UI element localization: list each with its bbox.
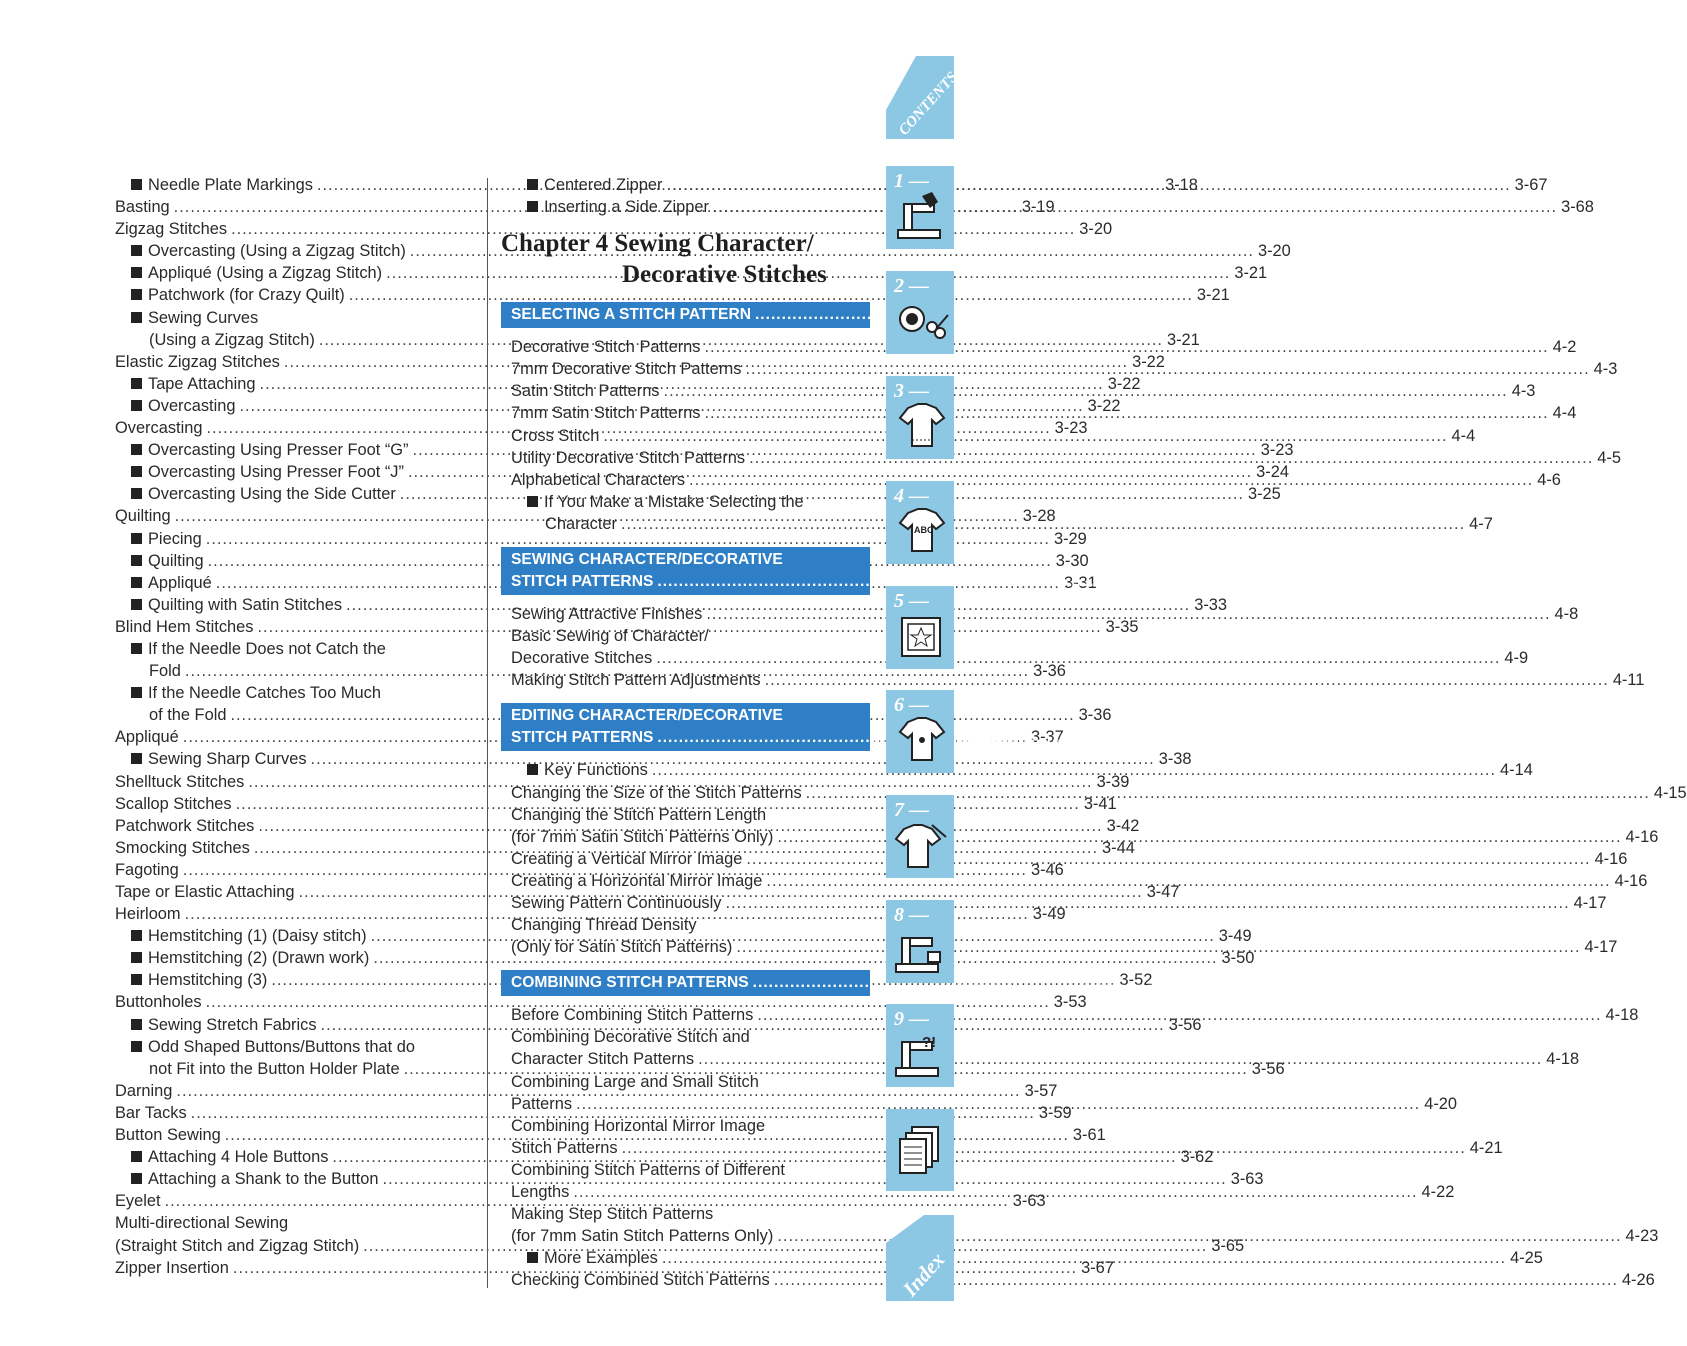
sidebar-chapter-tab[interactable] bbox=[886, 166, 954, 249]
chapter-title-line1: Chapter 4 Sewing Character/ bbox=[501, 230, 814, 258]
toc-entry-title: Elastic Zigzag Stitches bbox=[115, 352, 280, 371]
chapter-tab-number: 5 — bbox=[894, 590, 929, 612]
dot-leader bbox=[765, 669, 1609, 691]
dot-leader bbox=[755, 304, 1262, 326]
toc-entry-title: Overcasting Using Presser Foot “J” bbox=[148, 463, 404, 482]
section-heading-title: STITCH PATTERNS bbox=[511, 729, 654, 747]
toc-entry-title: Fold bbox=[149, 662, 181, 681]
bullet-square-icon bbox=[527, 764, 538, 775]
toc-entry-title: Patchwork Stitches bbox=[115, 816, 255, 835]
toc-entry-title: Sewing Curves bbox=[148, 308, 259, 327]
dot-leader bbox=[713, 196, 1557, 218]
sidebar-index-tab[interactable] bbox=[886, 1215, 954, 1301]
section-page-number: 4-13 bbox=[1167, 729, 1200, 747]
toc-page-number: 3-23 bbox=[1054, 419, 1088, 438]
index-label: Index bbox=[898, 1247, 950, 1302]
column-divider bbox=[487, 178, 488, 1288]
toc-page-number: 3-33 bbox=[1194, 595, 1228, 614]
toc-page-number: 3-65 bbox=[1211, 1236, 1245, 1255]
toc-page-number: 4-21 bbox=[1469, 1138, 1503, 1157]
bullet-square-icon bbox=[131, 1019, 142, 1030]
toc-page-number: 4-25 bbox=[1510, 1249, 1543, 1268]
toc-entry[interactable] bbox=[115, 284, 1230, 306]
chapter-title bbox=[501, 228, 870, 290]
sidebar-chapter-tab[interactable] bbox=[886, 1109, 954, 1191]
dot-leader bbox=[689, 469, 1533, 491]
sidebar-chapter-tab[interactable] bbox=[886, 376, 954, 459]
toc-entry[interactable] bbox=[115, 682, 467, 704]
section-page-number: 4-8 bbox=[1167, 573, 1191, 591]
dot-leader bbox=[745, 358, 1589, 380]
dot-leader bbox=[746, 848, 1590, 870]
toc-entry-title: Appliqué bbox=[148, 573, 212, 592]
toc-entry-title: Combining Horizontal Mirror Image bbox=[511, 1116, 766, 1135]
toc-entry-title: Odd Shaped Buttons/Buttons that do bbox=[148, 1037, 415, 1056]
toc-page-number: 3-25 bbox=[1247, 485, 1281, 504]
toc-entry-title: Piecing bbox=[148, 529, 202, 548]
section-heading[interactable] bbox=[501, 302, 1289, 328]
toc-entry-title: (for 7mm Satin Stitch Patterns Only) bbox=[511, 827, 774, 846]
toc-page-number: 3-63 bbox=[1230, 1170, 1264, 1189]
documents-icon bbox=[892, 1123, 952, 1179]
toc-page-number: 3-41 bbox=[1083, 794, 1117, 813]
decorated-shirt-icon bbox=[892, 714, 952, 770]
toc-entry-title: (for 7mm Satin Stitch Patterns Only) bbox=[511, 1227, 774, 1246]
dot-leader bbox=[757, 1004, 1601, 1026]
chapter-tab-number: 6 — bbox=[894, 694, 929, 716]
sidebar-chapter-tab[interactable] bbox=[886, 481, 954, 564]
toc-entry-title: Decorative Stitch Patterns bbox=[511, 338, 701, 357]
toc-entry-title: of the Fold bbox=[149, 706, 227, 725]
toc-entry-title: Basting bbox=[115, 198, 170, 217]
toc-entry-title: Sewing Sharp Curves bbox=[148, 750, 307, 769]
toc-page-number: 3-29 bbox=[1053, 529, 1087, 548]
toc-entry-title: Tape or Elastic Attaching bbox=[115, 883, 295, 901]
toc-page-number: 3-19 bbox=[1021, 198, 1055, 217]
dot-leader bbox=[662, 1247, 1506, 1269]
tab-icon-text: ABC bbox=[914, 525, 934, 535]
section-heading-title: EDITING CHARACTER/DECORATIVE bbox=[511, 707, 783, 725]
bullet-square-icon bbox=[131, 289, 142, 300]
toc-entry-title: More Examples bbox=[544, 1249, 658, 1268]
toc-page-number: 3-18 bbox=[1165, 176, 1198, 194]
section-page-number: 4-18 bbox=[1263, 974, 1295, 992]
contents-label: CONTENTS bbox=[896, 69, 961, 139]
toc-entry-title: Eyelet bbox=[115, 1192, 161, 1211]
toc-page-number: 3-56 bbox=[1168, 1015, 1202, 1034]
toc-page-number: 3-57 bbox=[1024, 1081, 1058, 1100]
toc-entry-title: Before Combining Stitch Patterns bbox=[511, 1006, 754, 1025]
toc-entry-title: Multi-directional Sewing bbox=[115, 1214, 289, 1233]
dot-leader bbox=[622, 1137, 1466, 1159]
toc-entry-title: Fagoting bbox=[115, 860, 179, 879]
toc-page-number: 4-11 bbox=[1612, 671, 1645, 690]
toc-page-number: 3-23 bbox=[1260, 441, 1294, 460]
toc-entry-title: Combining Decorative Stitch and bbox=[511, 1028, 750, 1047]
toc-entry-title: Creating a Horizontal Mirror Image bbox=[511, 871, 763, 890]
dot-leader bbox=[603, 425, 1447, 447]
section-heading-title: SELECTING A STITCH PATTERN bbox=[511, 306, 751, 324]
toc-entry[interactable] bbox=[501, 1115, 870, 1137]
toc-page-number: 4-4 bbox=[1451, 426, 1476, 445]
toc-page-number: 3-35 bbox=[1105, 617, 1139, 636]
toc-page-number: 4-7 bbox=[1469, 514, 1493, 533]
toc-page-number: 4-3 bbox=[1511, 382, 1536, 401]
bullet-square-icon bbox=[131, 555, 142, 566]
toc-entry[interactable] bbox=[115, 218, 1113, 240]
machine-maintenance-icon bbox=[892, 924, 952, 980]
toc-page-number: 3-50 bbox=[1221, 949, 1255, 968]
section-heading-title: COMBINING STITCH PATTERNS bbox=[511, 974, 749, 992]
dot-leader bbox=[652, 759, 1496, 781]
section-heading-title: SEWING CHARACTER/DECORATIVE bbox=[511, 551, 783, 569]
bullet-square-icon bbox=[131, 179, 142, 190]
toc-entry-title: Overcasting bbox=[115, 419, 203, 438]
dot-leader bbox=[736, 936, 1580, 958]
bullet-square-icon bbox=[131, 245, 142, 256]
dot-leader bbox=[705, 336, 1549, 358]
toc-page-number: 3-36 bbox=[1078, 706, 1112, 725]
toc-page-number: 4-16 bbox=[1625, 827, 1659, 846]
toc-entry-title: Zipper Insertion bbox=[115, 1258, 229, 1277]
toc-entry-title: 7mm Decorative Stitch Patterns bbox=[511, 360, 742, 379]
toc-page-number: 3-21 bbox=[1234, 264, 1268, 283]
bullet-square-icon bbox=[131, 466, 142, 477]
toc-entry[interactable] bbox=[115, 903, 1066, 925]
toc-page-number: 3-67 bbox=[1514, 176, 1548, 194]
toc-page-number: 4-17 bbox=[1584, 938, 1618, 957]
thread-scissors-icon bbox=[892, 295, 952, 351]
toc-page-number: 3-21 bbox=[1166, 330, 1200, 349]
toc-page-number: 3-53 bbox=[1053, 993, 1087, 1012]
toc-page-number: 3-63 bbox=[1012, 1192, 1046, 1211]
bullet-square-icon bbox=[131, 312, 142, 323]
toc-entry-title: Overcasting (Using a Zigzag Stitch) bbox=[148, 242, 406, 261]
sidebar-contents-tab[interactable] bbox=[886, 56, 961, 139]
toc-page-number: 3-38 bbox=[1158, 750, 1192, 769]
toc-entry[interactable] bbox=[501, 625, 870, 647]
bullet-square-icon bbox=[131, 599, 142, 610]
bullet-square-icon bbox=[131, 267, 142, 278]
toc-entry-title: Overcasting Using Presser Foot “G” bbox=[148, 441, 409, 460]
dot-leader bbox=[664, 380, 1508, 402]
bullet-square-icon bbox=[131, 974, 142, 985]
toc-entry-title: Smocking Stitches bbox=[115, 838, 250, 857]
toc-entry-title: Blind Hem Stitches bbox=[115, 617, 254, 636]
toc-entry[interactable] bbox=[501, 1203, 870, 1225]
toc-entry-title: Appliqué bbox=[115, 728, 179, 747]
toc-entry-title: Button Sewing bbox=[115, 1126, 221, 1145]
toc-entry-title: Making Step Stitch Patterns bbox=[511, 1205, 714, 1224]
toc-entry[interactable] bbox=[115, 1036, 467, 1058]
dot-leader bbox=[656, 647, 1500, 669]
sidebar-chapter-tab[interactable] bbox=[886, 795, 954, 878]
bullet-square-icon bbox=[527, 496, 538, 507]
toc-page-number: 3-39 bbox=[1096, 772, 1130, 791]
toc-page-number: 3-36 bbox=[1033, 662, 1066, 681]
chapter-tab-number: 2 — bbox=[894, 275, 929, 297]
toc-entry-title: Sewing Stretch Fabrics bbox=[148, 1015, 317, 1034]
sidebar-chapter-tab[interactable] bbox=[886, 271, 954, 354]
toc-page-number: 3-42 bbox=[1106, 816, 1140, 835]
shirt-icon bbox=[892, 400, 952, 456]
bullet-square-icon bbox=[131, 687, 142, 698]
sewing-machine-icon bbox=[892, 190, 952, 246]
toc-page-number: 4-5 bbox=[1597, 448, 1621, 467]
toc-entry-title: Centered Zipper bbox=[544, 176, 663, 194]
toc-entry[interactable] bbox=[501, 1269, 1655, 1291]
chapter-tab-number: 8 — bbox=[894, 904, 929, 926]
toc-entry[interactable] bbox=[115, 638, 467, 660]
toc-page-number: 3-47 bbox=[1146, 883, 1180, 901]
embroidery-frame-icon bbox=[892, 610, 952, 666]
dot-leader bbox=[706, 603, 1550, 625]
chapter-tab-number: 3 — bbox=[894, 380, 929, 402]
toc-entry-title: Character bbox=[545, 514, 617, 533]
bullet-square-icon bbox=[131, 643, 142, 654]
bullet-square-icon bbox=[527, 201, 538, 212]
toc-page-number: 3-30 bbox=[1055, 551, 1089, 570]
dot-leader bbox=[698, 1048, 1542, 1070]
toc-entry-title: If You Make a Mistake Selecting the bbox=[544, 492, 804, 511]
toc-entry-title: Attaching 4 Hole Buttons bbox=[148, 1148, 329, 1167]
bullet-square-icon bbox=[131, 444, 142, 455]
section-page-number: 4-1 bbox=[1265, 306, 1289, 324]
dot-leader bbox=[749, 447, 1593, 469]
toc-entry-title: not Fit into the Button Holder Plate bbox=[149, 1059, 400, 1078]
toc-page-number: 3-62 bbox=[1180, 1148, 1214, 1167]
toc-page-number: 3-31 bbox=[1063, 573, 1097, 592]
bullet-square-icon bbox=[131, 378, 142, 389]
toc-entry-title: Quilting bbox=[115, 507, 171, 526]
toc-entry[interactable] bbox=[501, 491, 870, 513]
toc-entry-title: Patterns bbox=[511, 1094, 573, 1113]
toc-entry-title: Alphabetical Characters bbox=[511, 470, 686, 489]
toc-entry-title: Changing the Stitch Pattern Length bbox=[511, 805, 767, 824]
toc-entry-title: Heirloom bbox=[115, 905, 181, 924]
toc-entry-title: Cross Stitch bbox=[511, 426, 600, 445]
toc-entry[interactable] bbox=[501, 1071, 870, 1093]
toc-entry-title: Sewing Attractive Finishes bbox=[511, 605, 703, 624]
toc-entry-title: Quilting bbox=[148, 551, 204, 570]
toc-page-number: 4-16 bbox=[1614, 871, 1648, 890]
toc-entry-title: Zigzag Stitches bbox=[115, 220, 228, 239]
toc-page-number: 3-49 bbox=[1218, 927, 1252, 946]
toc-page-number: 4-14 bbox=[1500, 761, 1533, 780]
toc-page-number: 3-28 bbox=[1022, 507, 1056, 526]
bullet-square-icon bbox=[131, 1173, 142, 1184]
chapter-tab-number: 7 — bbox=[894, 799, 929, 821]
toc-page-number: 3-24 bbox=[1256, 463, 1289, 482]
toc-entry-title: Utility Decorative Stitch Patterns bbox=[511, 448, 746, 467]
toc-entry-title: Hemstitching (1) (Daisy stitch) bbox=[148, 927, 367, 946]
section-heading-title: STITCH PATTERNS bbox=[511, 573, 654, 591]
toc-entry-title: Darning bbox=[115, 1081, 173, 1100]
toc-entry[interactable] bbox=[501, 1159, 870, 1181]
toc-entry-title: Combining Large and Small Stitch bbox=[511, 1072, 759, 1091]
toc-page-number: 4-3 bbox=[1593, 360, 1618, 379]
toc-page-number: 4-18 bbox=[1605, 1006, 1639, 1025]
toc-page-number: 3-37 bbox=[1030, 728, 1064, 747]
toc-page-number: 3-56 bbox=[1251, 1059, 1285, 1078]
bullet-square-icon bbox=[131, 1151, 142, 1162]
toc-page-number: 4-17 bbox=[1573, 893, 1607, 912]
toc-page-number: 3-20 bbox=[1079, 220, 1113, 239]
toc-page-number: 3-67 bbox=[1081, 1258, 1114, 1277]
toc-entry-title: Hemstitching (3) bbox=[148, 971, 268, 990]
toc-page-number: 3-21 bbox=[1196, 286, 1230, 305]
chapter-tab-number: 9 — bbox=[894, 1008, 929, 1030]
toc-entry[interactable] bbox=[501, 647, 1529, 669]
chapter-tab-number: 1 — bbox=[894, 170, 929, 192]
bullet-square-icon bbox=[131, 952, 142, 963]
toc-page-number: 3-44 bbox=[1102, 838, 1135, 857]
toc-entry-title: Bar Tacks bbox=[115, 1103, 187, 1122]
toc-entry[interactable] bbox=[501, 804, 870, 826]
toc-entry-title: Creating a Vertical Mirror Image bbox=[511, 849, 743, 868]
toc-page-number: 4-2 bbox=[1552, 338, 1577, 357]
toc-entry-title: Hemstitching (2) (Drawn work) bbox=[148, 949, 370, 968]
toc-page-number: 3-20 bbox=[1257, 242, 1291, 261]
toc-entry[interactable] bbox=[501, 1026, 870, 1048]
dot-leader bbox=[753, 972, 1260, 994]
sidebar-chapter-tab[interactable] bbox=[886, 900, 954, 983]
toc-page-number: 3-22 bbox=[1087, 396, 1121, 415]
toc-page-number: 3-22 bbox=[1107, 374, 1141, 393]
tab-icon-text: ?! bbox=[922, 1034, 937, 1051]
toc-entry-title: Basic Sewing of Character/ bbox=[511, 627, 709, 646]
toc-entry-title: Lengths bbox=[511, 1183, 570, 1201]
toc-page-number: 4-23 bbox=[1625, 1227, 1659, 1246]
dot-leader bbox=[576, 1093, 1420, 1115]
toc-entry-title: If the Needle Catches Too Much bbox=[148, 684, 381, 703]
toc-entry-title: (Using a Zigzag Stitch) bbox=[149, 330, 315, 349]
toc-page-number: 4-9 bbox=[1504, 649, 1529, 668]
toc-entry-title: Scallop Stitches bbox=[115, 794, 232, 813]
toc-entry-title: If the Needle Does not Catch the bbox=[148, 639, 386, 658]
dot-leader bbox=[621, 513, 1465, 535]
toc-entry-title: Decorative Stitches bbox=[511, 649, 653, 668]
toc-entry-title: Changing the Size of the Stitch Patterns bbox=[511, 783, 802, 802]
toc-entry-title: Inserting a Side Zipper bbox=[544, 198, 709, 217]
sidebar-chapter-tab[interactable] bbox=[886, 690, 954, 773]
dot-leader bbox=[666, 174, 1510, 196]
toc-page-number: 4-22 bbox=[1421, 1183, 1455, 1201]
toc-entry[interactable] bbox=[115, 748, 1192, 770]
toc-entry-title: Checking Combined Stitch Patterns bbox=[511, 1271, 770, 1290]
toc-entry-title: Making Stitch Pattern Adjustments bbox=[511, 671, 761, 690]
chapter-title-line2: Decorative Stitches bbox=[622, 261, 827, 289]
toc-entry-title: Overcasting Using the Side Cutter bbox=[148, 485, 396, 504]
bullet-square-icon bbox=[131, 400, 142, 411]
toc-entry-title: Tape Attaching bbox=[148, 374, 256, 393]
dot-leader bbox=[704, 402, 1548, 424]
toc-entry-title: Buttonholes bbox=[115, 993, 202, 1012]
toc-entry-title: (Only for Satin Stitch Patterns) bbox=[511, 938, 733, 957]
bullet-square-icon bbox=[131, 488, 142, 499]
dot-leader bbox=[725, 892, 1569, 914]
dot-leader bbox=[573, 1181, 1417, 1203]
toc-page-number: 4-16 bbox=[1594, 849, 1628, 868]
toc-page-number: 4-8 bbox=[1554, 605, 1579, 624]
bullet-square-icon bbox=[131, 577, 142, 588]
toc-page-number: 4-26 bbox=[1621, 1271, 1655, 1290]
chapter-tab-number: 4 — bbox=[894, 485, 929, 507]
sidebar-chapter-tab[interactable] bbox=[886, 586, 954, 669]
toc-entry-title: Appliqué (Using a Zigzag Stitch) bbox=[148, 264, 383, 283]
toc-entry-title: Character Stitch Patterns bbox=[511, 1050, 695, 1069]
toc-entry-title: Overcasting bbox=[148, 396, 236, 415]
toc-entry-title: Changing Thread Density bbox=[511, 916, 697, 935]
bullet-square-icon bbox=[131, 753, 142, 764]
shirt-scissors-icon bbox=[892, 819, 952, 875]
toc-page-number: 4-18 bbox=[1546, 1050, 1580, 1069]
toc-page-number: 3-59 bbox=[1038, 1103, 1072, 1122]
sidebar-chapter-tab[interactable] bbox=[886, 1004, 954, 1087]
toc-page-number: 3-22 bbox=[1132, 352, 1165, 371]
toc-entry-title: Key Functions bbox=[544, 761, 648, 780]
toc-entry-title: (Straight Stitch and Zigzag Stitch) bbox=[115, 1236, 360, 1255]
toc-entry-title: Shelltuck Stitches bbox=[115, 772, 245, 791]
toc-entry[interactable] bbox=[115, 991, 1087, 1013]
bullet-square-icon bbox=[527, 179, 538, 190]
toc-page-number: 4-20 bbox=[1424, 1094, 1458, 1113]
toc-entry-title: Combining Stitch Patterns of Different bbox=[511, 1160, 785, 1179]
bullet-square-icon bbox=[527, 1252, 538, 1263]
toc-entry[interactable] bbox=[501, 914, 870, 936]
toc-page-number: 3-52 bbox=[1119, 971, 1153, 990]
bullet-square-icon bbox=[131, 930, 142, 941]
toc-entry-title: Attaching a Shank to the Button bbox=[148, 1170, 379, 1189]
toc-page-number: 3-68 bbox=[1561, 198, 1594, 217]
toc-page-number: 3-49 bbox=[1032, 905, 1066, 924]
bullet-square-icon bbox=[131, 533, 142, 544]
toc-entry-title: Patchwork (for Crazy Quilt) bbox=[148, 286, 345, 305]
toc-entry-title: Quilting with Satin Stitches bbox=[148, 595, 343, 614]
toc-page-number: 4-4 bbox=[1552, 404, 1577, 423]
toc-entry-title: Stitch Patterns bbox=[511, 1138, 618, 1157]
toc-entry[interactable] bbox=[115, 1212, 467, 1234]
toc-entry-title: Sewing Pattern Continuously bbox=[511, 893, 722, 912]
bullet-square-icon bbox=[131, 1041, 142, 1052]
toc-entry[interactable] bbox=[115, 307, 467, 329]
toc-entry-title: Needle Plate Markings bbox=[148, 176, 313, 194]
toc-entry-title: Satin Stitch Patterns bbox=[511, 382, 660, 401]
toc-page-number: 4-15 bbox=[1653, 783, 1687, 802]
toc-page-number: 4-6 bbox=[1537, 470, 1561, 489]
toc-page-number: 3-46 bbox=[1030, 860, 1064, 879]
toc-page-number: 3-61 bbox=[1072, 1126, 1106, 1145]
toc-entry-title: 7mm Satin Stitch Patterns bbox=[511, 404, 701, 423]
